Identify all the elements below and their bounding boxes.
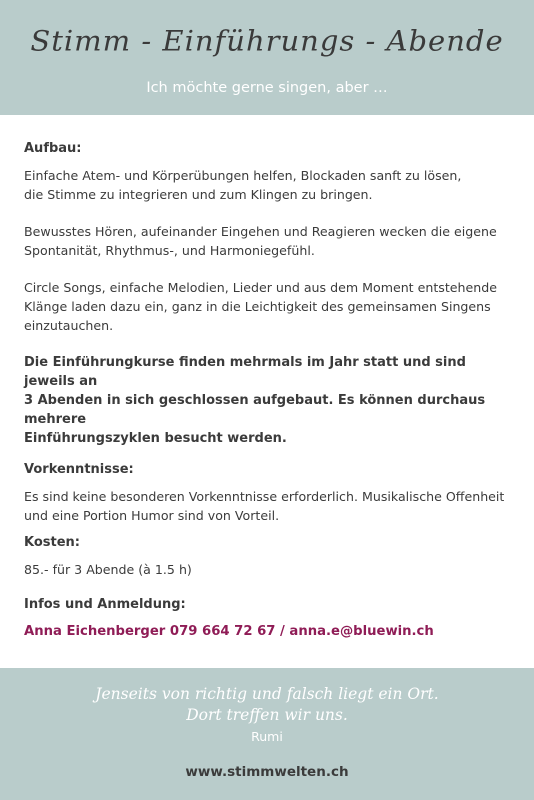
vorkenntnisse-line-1: Es sind keine besonderen Vorkenntnisse erforderlich. Musikalische Offenheit <box>24 489 505 504</box>
aufbau-paragraph-1-line-2: die Stimme zu integrieren und zum Klingen zu bringen. <box>24 187 373 202</box>
aufbau-paragraph-3-line-1: Circle Songs, einfache Melodien, Lieder und aus dem Moment entstehende <box>24 280 497 295</box>
infos-heading: Infos und Anmeldung: <box>24 597 186 612</box>
aufbau-paragraph-3-line-2: Klänge laden dazu ein, ganz in die Leichtigkeit des gemeinsamen Singens <box>24 299 491 314</box>
quote-author: Rumi <box>251 729 283 744</box>
kurs-info-line-3: Einführungszyklen besucht werden. <box>24 431 287 446</box>
footer-band <box>0 668 534 800</box>
aufbau-heading: Aufbau: <box>24 141 82 156</box>
aufbau-paragraph-2-line-2: Spontanität, Rhythmus-, und Harmoniegefühl. <box>24 243 315 258</box>
vorkenntnisse-heading: Vorkenntnisse: <box>24 462 134 477</box>
page-title: Stimm - Einführungs - Abende <box>30 24 504 58</box>
kurs-info-line-2: 3 Abenden in sich geschlossen aufgebaut. Es können durchaus mehrere <box>24 393 486 427</box>
quote <box>0 684 534 726</box>
contact-line[interactable]: Anna Eichenberger 079 664 72 67 / anna.e@bluewin.ch <box>24 624 434 639</box>
kosten-heading: Kosten: <box>24 535 80 550</box>
quote-line-2: Dort treffen wir uns. <box>186 706 348 724</box>
content-card <box>0 115 534 668</box>
content-body <box>24 139 514 684</box>
page-subtitle: Ich möchte gerne singen, aber … <box>146 80 388 96</box>
header-band <box>0 0 534 115</box>
kurs-info-line-1: Die Einführungkurse finden mehrmals im Jahr statt und sind jeweils an <box>24 355 466 389</box>
aufbau-paragraph-2-line-1: Bewusstes Hören, aufeinander Eingehen und Reagieren wecken die eigene <box>24 224 497 239</box>
kosten-text: 85.- für 3 Abende (à 1.5 h) <box>24 562 192 577</box>
aufbau-paragraph-3-line-3: einzutauchen. <box>24 318 114 333</box>
aufbau-paragraph-1-line-1: Einfache Atem- und Körperübungen helfen, Blockaden sanft zu lösen, <box>24 168 462 183</box>
vorkenntnisse-line-2: und eine Portion Humor sind von Vorteil. <box>24 508 280 523</box>
website-link[interactable]: www.stimmwelten.ch <box>185 764 349 780</box>
quote-line-1: Jenseits von richtig und falsch liegt ein Ort. <box>95 685 439 703</box>
